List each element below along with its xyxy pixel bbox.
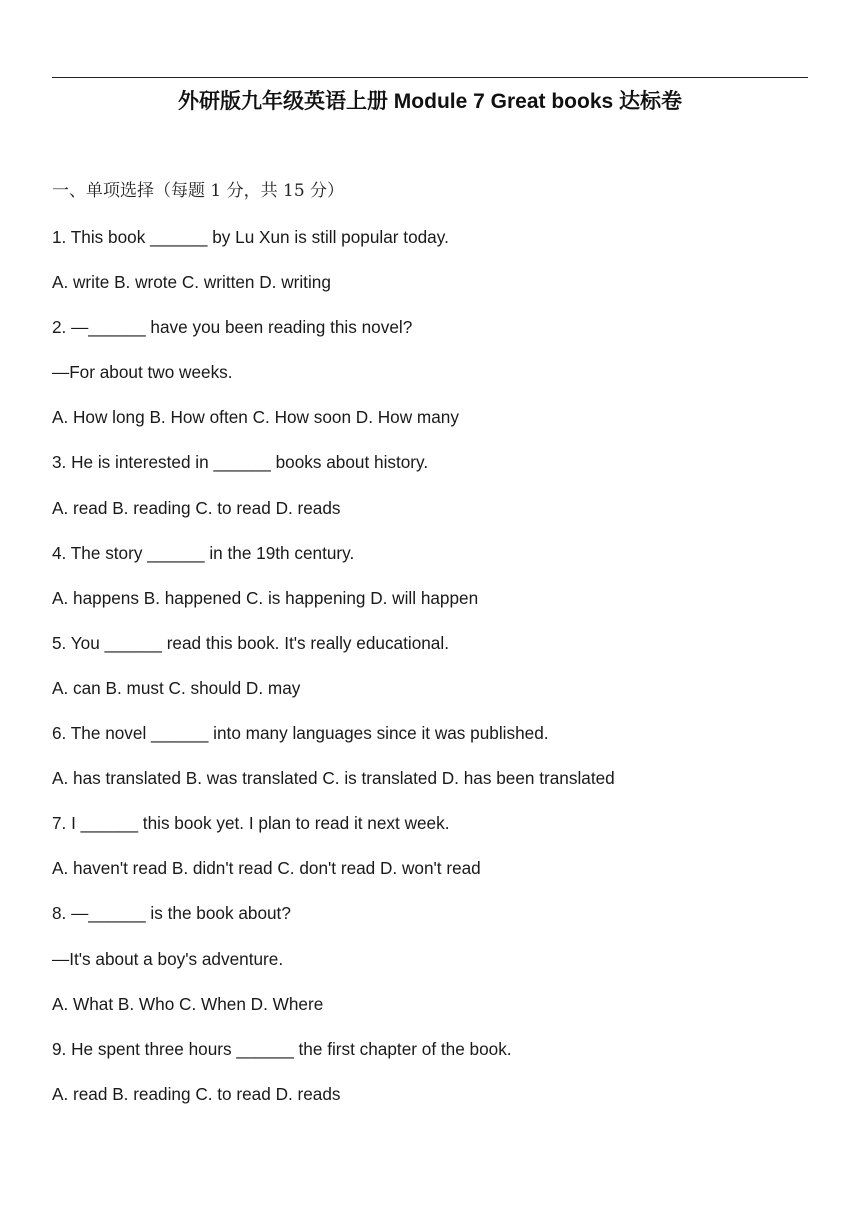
question-6: 6. The novel ______ into many languages since it was published.: [52, 723, 549, 744]
question-3: 3. He is interested in ______ books about history.: [52, 452, 429, 473]
question-2-options: A. How long B. How often C. How soon D. How many: [52, 407, 459, 428]
question-8-options: A. What B. Who C. When D. Where: [52, 993, 324, 1014]
question-3-options: A. read B. reading C. to read D. reads: [52, 497, 341, 518]
header-rule: [52, 77, 808, 78]
section-heading: 一、单项选择（每题 1 分，共 15 分）: [52, 181, 345, 201]
question-2: 2. —______ have you been reading this novel?: [52, 317, 413, 338]
question-5-options: A. can B. must C. should D. may: [52, 677, 301, 698]
question-4-options: A. happens B. happened C. is happening D. will happen: [52, 587, 479, 608]
question-7: 7. I ______ this book yet. I plan to read it next week.: [52, 813, 450, 834]
question-7-options: A. haven't read B. didn't read C. don't read D. won't read: [52, 858, 481, 879]
question-8-reply: —It's about a boy's adventure.: [52, 948, 284, 969]
question-1: 1. This book ______ by Lu Xun is still popular today.: [52, 227, 449, 247]
question-6-options: A. has translated B. was translated C. is translated D. has been translated: [52, 768, 615, 789]
question-5: 5. You ______ read this book. It's really educational.: [52, 632, 449, 653]
question-9-options: A. read B. reading C. to read D. reads: [52, 1083, 341, 1104]
question-4: 4. The story ______ in the 19th century.: [52, 542, 355, 563]
document-title: 外研版九年级英语上册 Module 7 Great books 达标卷: [177, 90, 683, 113]
question-9: 9. He spent three hours ______ the first chapter of the book.: [52, 1038, 512, 1059]
question-2-reply: —For about two weeks.: [52, 362, 233, 383]
question-1-options: A. write B. wrote C. written D. writing: [52, 272, 331, 293]
question-list: [52, 224, 822, 1126]
question-8: 8. —______ is the book about?: [52, 903, 291, 924]
